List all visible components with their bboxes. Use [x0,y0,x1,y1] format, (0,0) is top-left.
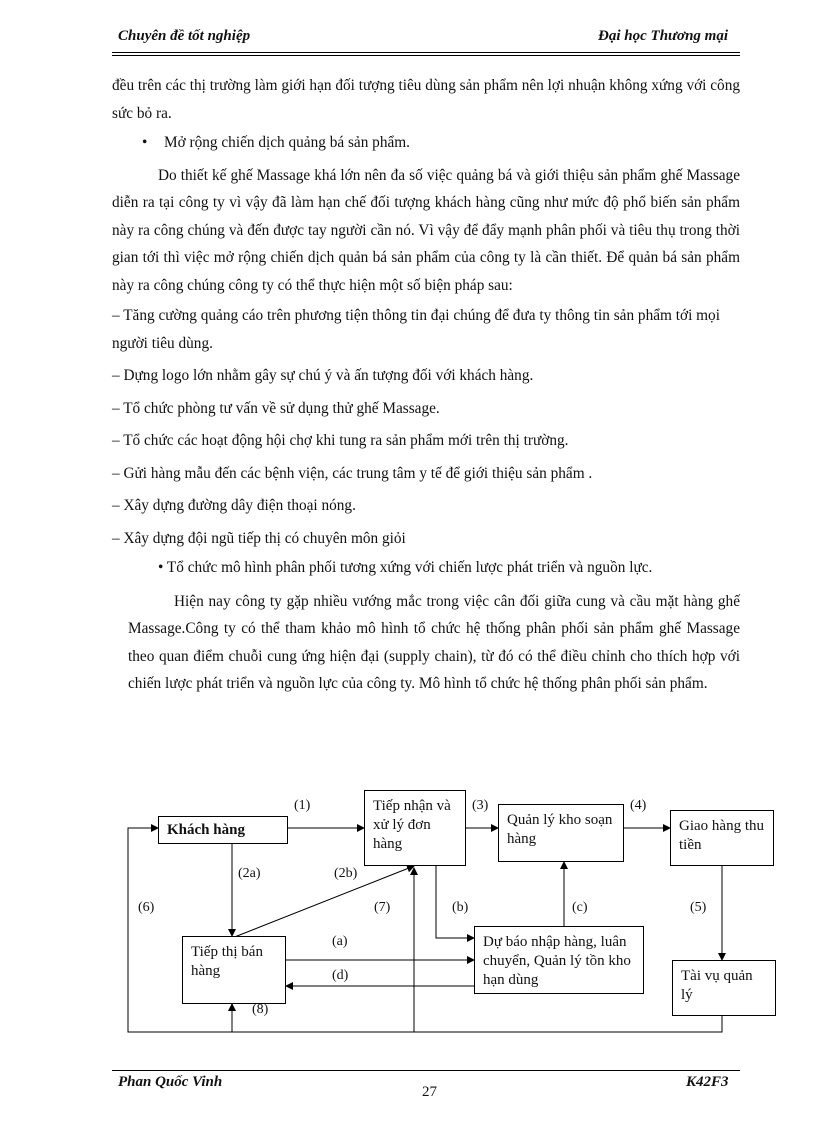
label-3: (3) [472,798,489,813]
dash-item: – Tăng cường quảng cáo trên phương tiện thông tin đại chúng để đưa ty thông tin sản phẩm tới mọi người tiêu dùng. [112,307,720,352]
label-b: (b) [452,900,469,915]
dash-item: – Xây dựng đường dây điện thoại nóng. [112,497,356,514]
header-left: Chuyên đề tốt nghiệp [118,28,251,44]
box-tiep-nhan: Tiếp nhận và xử lý đơn hàng [364,790,466,866]
footer-class: K42F3 [686,1074,729,1090]
label-7: (7) [374,900,391,915]
dash-item: – Xây dựng đội ngũ tiếp thị có chuyên môn giỏi [112,529,406,547]
paragraph-2: Do thiết kế ghế Massage khá lớn nên đa số việc quảng bá và giới thiệu sản phẩm ghế Massage diễn ra tại công ty vì vậy đã làm hạn chế đối tượng khách hàng cũng như mức độ phổ biến sản phẩm này ra công chúng và đến được tay người cần nó. Vì vậy để đẩy mạnh phân phối và tiêu thụ trong thời gian tới thì việc mở rộng chiến dịch quản bá sản phẩm của công ty là cần thiết. Để quản bá sản phẩm này ra công chúng công ty có thể thực hiện một số biện pháp sau: [112,166,740,294]
label-2a: (2a) [238,866,261,881]
box-tai-vu: Tài vụ quản lý [672,960,776,1016]
label-1: (1) [294,798,311,813]
box-tiep-thi: Tiếp thị bán hàng [182,936,286,1004]
label-a: (a) [332,934,348,949]
footer-rule [112,1070,740,1071]
bullet-icon: • [158,559,167,576]
dash-item: – Gửi hàng mẫu đến các bệnh viện, các trung tâm y tế để giới thiệu sản phẩm . [112,464,593,482]
bullet-1-text: Mở rộng chiến dịch quảng bá sản phẩm. [164,134,410,151]
bullet-icon: • [142,134,148,151]
label-c: (c) [572,900,588,915]
box-giao-hang: Giao hàng thu tiền [670,810,774,866]
box-du-bao: Dự báo nhập hàng, luân chuyển, Quản lý tồn kho hạn dùng [474,926,644,994]
dash-item: – Dựng logo lớn nhằm gây sự chú ý và ấn tượng đối với khách hàng. [112,367,534,384]
label-5: (5) [690,900,707,915]
label-8: (8) [252,1002,269,1017]
bullet-2-text: Tổ chức mô hình phân phối tương xứng với chiến lược phát triển và nguồn lực. [166,559,653,576]
dash-item: – Tổ chức các hoạt động hội chợ khi tung ra sản phẩm mới trên thị trường. [112,432,569,449]
paragraph-3: Hiện nay công ty gặp nhiều vướng mắc trong việc cân đối giữa cung và cầu mặt hàng ghế Massage.Công ty có thể tham khảo mô hình tổ chức hệ thống phân phối sản phẩm ghế Massage theo quan điểm chuỗi cung ứng hiện đại (supply chain), từ đó có thể điều chỉnh cho thích hợp với chiến lược phát triển và nguồn lực của công ty. Mô hình tổ chức hệ thống phân phối sản phẩm. [128,592,740,692]
paragraph-1: đều trên các thị trường làm giới hạn đối tượng tiêu dùng sản phẩm nên lợi nhuận không xứng với công sức bỏ ra. [112,77,740,122]
header-right: Đại học Thương mại [598,28,728,44]
label-2b: (2b) [334,866,358,881]
label-d: (d) [332,968,349,983]
dash-item: – Tổ chức phòng tư vấn về sử dụng thử ghế Massage. [112,399,440,417]
box-khach-hang: Khách hàng [158,816,288,844]
footer-author: Phan Quốc Vinh [118,1074,223,1090]
label-4: (4) [630,798,647,813]
box-quan-ly-kho: Quản lý kho soạn hàng [498,804,624,862]
label-6: (6) [138,900,155,915]
page-number: 27 [422,1084,437,1100]
